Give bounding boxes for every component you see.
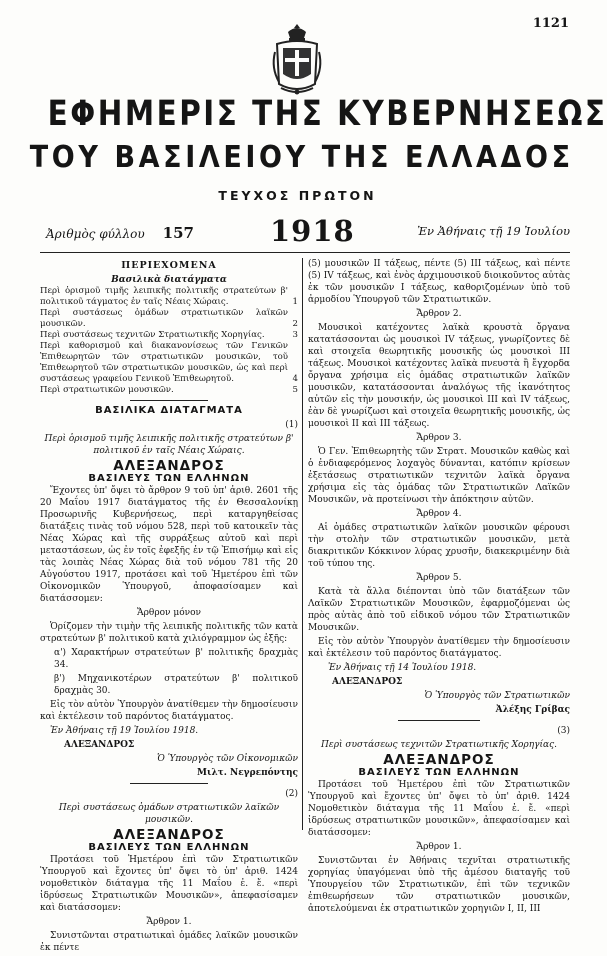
- decree-text: Προτάσει τοῦ Ἡμετέρου ἐπὶ τῶν Στρατιωτικῶν Ὑπουργοῦ καὶ ἔχοντες ὑπ' ὄψει τὸ ὑπ' ἀριθ. 1424 νομοθετικὸν διάταγμα τῆς 11 Μαΐου ἐ. ἔ. «περὶ ἱδρύσεως Στρατιωτικῶν Μουσικῶν», ἀπεφασίσαμεν καὶ διατάσσομεν:: [40, 855, 298, 913]
- separator: [398, 720, 480, 721]
- section-title: ΒΑΣΙΛΙΚΑ ΔΙΑΤΑΓΜΑΤΑ: [95, 405, 243, 416]
- decree-number: (1): [285, 420, 298, 430]
- list-item: α') Χαρακτήρων στρατεύτων β' πολιτικῆς δραχμὰς 34.: [54, 648, 298, 670]
- article-heading: Ἄρθρον μόνον: [137, 608, 201, 618]
- toc-item: Περὶ στρατιωτικῶν μουσικῶν. 5: [40, 385, 298, 395]
- issue-number-label: Ἀριθμὸς φύλλου 157: [46, 224, 194, 242]
- decree-date: Ἐν Ἀθήναις τῇ 14 Ἰουλίου 1918.: [328, 663, 477, 673]
- gazette-series: ΤΕΥΧΟΣ ΠΡΩΤΟΝ: [218, 188, 377, 203]
- minister-name: Ἀλέξης Γρίβας: [495, 705, 570, 715]
- separator: [130, 400, 208, 401]
- king-name: ΑΛΕΞΑΝΔΡΟΣ: [383, 752, 495, 768]
- decree-text: Εἰς τὸν αὐτὸν Ὑπουργὸν ἀνατίθεμεν τὴν δημοσίευσιν καὶ ἐκτέλεσιν τοῦ παρόντος διατάγματος.: [40, 700, 298, 722]
- page-number: 1121: [532, 16, 569, 31]
- article-heading: Ἄρθρον 2.: [416, 309, 462, 319]
- separator: [130, 783, 208, 784]
- table-of-contents: [40, 286, 298, 396]
- royal-coat-of-arms-icon: [271, 22, 323, 96]
- king-title: ΒΑΣΙΛΕΥΣ ΤΩΝ ΕΛΛΗΝΩΝ: [88, 473, 250, 484]
- header-rule: [40, 252, 570, 253]
- minister-title: Ὁ Ὑπουργὸς τῶν Οἰκονομικῶν: [157, 754, 298, 764]
- article-heading: Ἄρθρον 4.: [416, 509, 462, 519]
- article-heading: Ἄρθρον 3.: [416, 433, 462, 443]
- decree-number: (3): [557, 726, 570, 736]
- decree-text: Συνιστῶνται στρατιωτικαὶ ὁμάδες λαϊκῶν μουσικῶν ἐκ πέντε: [40, 931, 298, 953]
- decree-text: Εἰς τὸν αὐτὸν Ὑπουργὸν ἀνατίθεμεν τὴν δημοσίευσιν καὶ ἐκτέλεσιν τοῦ παρόντος διατάγματος.: [308, 637, 570, 659]
- issue-line: [40, 214, 570, 248]
- right-column: [308, 258, 570, 917]
- signer: ΑΛΕΞΑΝΔΡΟΣ: [64, 740, 135, 750]
- minister-name: Μιλτ. Νεγρεπόντης: [197, 768, 298, 778]
- issue-year: 1918: [270, 214, 355, 248]
- decree-text: Ὁ Γεν. Ἐπιθεωρητὴς τῶν Στρατ. Μουσικῶν καθὼς καὶ ὁ ἐνδιαφερόμενος λοχαγὸς δύνανται, κατόπιν κρίσεων ἐξετάσεως στρατιωτικῶν τεχνιτῶν λαϊκὰ ὄργανα χρήσιμα εἰς τὰς ὁμάδας τῶν Στρατιωτικῶν Λαϊκῶν Μουσικῶν, νὰ προτείνωσι τὴν ἀπόκτησιν αὐτῶν.: [308, 447, 570, 505]
- toc-item: Περὶ συστάσεως τεχνιτῶν Στρατιωτικῆς Χορηγίας. 3: [40, 330, 298, 340]
- gazette-subtitle: ΤΟΥ ΒΑΣΙΛΕΙΟΥ ΤΗΣ ΕΛΛΑΔΟΣ: [29, 140, 574, 175]
- list-item: β') Μηχανικοτέρων στρατεύτων β' πολιτικοῦ δραχμὰς 30.: [54, 674, 298, 696]
- decree-text: (5) μουσικῶν II τάξεως, πέντε (5) III τάξεως, καὶ πέντε (5) IV τάξεως, καὶ ἐνὸς ἀρχιμουσικοῦ διοικοῦντος αὐτὰς ἐκ τῶν μουσικῶν I τάξεως, καθοριζομένων ὑπὸ τοῦ ἀρμοδίου Ὑπουργοῦ τῶν Στρατιωτικῶν.: [308, 259, 570, 305]
- toc-title: ΠΕΡΙΕΧΟΜΕΝΑ: [121, 260, 217, 271]
- decree-text: Συνιστῶνται ἐν Ἀθήναις τεχνῖται στρατιωτικῆς χορηγίας ὑπαγόμεναι ὑπὸ τῆς ἀμέσου διαταγῆς τοῦ Ὑπουργείου τῶν Στρατιωτικῶν, ἐπὶ τῶν τεχνικῶν ἐπιθεωρήσεων τῶν στρατιωτικῶν μουσικῶν, ἀποτελούμεναι ἐκ στρατιωτικῶν χορηγιῶν I, II, III: [308, 856, 570, 914]
- column-divider: [302, 258, 303, 830]
- king-name: ΑΛΕΞΑΝΔΡΟΣ: [113, 827, 225, 843]
- gazette-title: ΕΦΗΜΕΡΙΣ ΤΗΣ ΚΥΒΕΡΝΗΣΕΩΣ: [47, 94, 607, 134]
- decree-title: Περὶ συστάσεως ὁμάδων στρατιωτικῶν λαϊκῶν μουσικῶν.: [58, 803, 280, 825]
- toc-item: Περὶ ὁρισμοῦ τιμῆς λειπικῆς πολιτικῆς στρατεύτων β' πολιτικοῦ τάγματος ἐν ταῖς Νέαις Χώραις. 1: [40, 286, 298, 307]
- article-heading: Ἄρθρον 1.: [416, 842, 462, 852]
- decree-title: Περὶ ὁρισμοῦ τιμῆς λειπικῆς πολιτικῆς στρατεύτων β' πολιτικοῦ ἐν ταῖς Νέαις Χώραις.: [44, 434, 294, 456]
- article-heading: Ἄρθρον 1.: [146, 917, 192, 927]
- decree-text: Ἔχοντες ὑπ' ὄψει τὸ ἄρθρον 9 τοῦ ὑπ' ἀριθ. 2601 τῆς 20 Μαΐου 1917 διατάγματος τῆς ἐν Θεσσαλονίκῃ Προσωρινῆς Κυβερνήσεως, περὶ καταργηθείσας διατάξεις τινὰς τοῦ νόμου 528, περὶ τοῦ κατοικεῖν τὰς Νέας Χώρας καὶ τῆς συρράξεως αὐτοῦ καὶ περὶ μεταστάσεων, ὡς ἐν τοῖς ἐφεξῆς ἐν τῷ Ἐπισήμῳ καὶ εἰς τὰς λοιπὰς Νέας Χώρας διὰ τοῦ νόμου 781 τῆς 20 Αὐγούστου 1917, προτάσει καὶ τοῦ Ἡμετέρου ἐπὶ τῶν Οἰκονομικῶν Ὑπουργοῦ, ἀποφασίσαμεν καὶ διατάσσομεν:: [40, 486, 298, 604]
- decree-date: Ἐν Ἀθήναις τῇ 19 Ἰουλίου 1918.: [50, 726, 199, 736]
- decree-text: Αἱ ὁμάδες στρατιωτικῶν λαϊκῶν μουσικῶν φέρουσι τὴν στολὴν τῶν στρατιωτικῶν μουσικῶν, μετὰ διακριτικῶν Κόκκινον λύρας χρυσῆν, διακεκριμένην διὰ τοῦ τύπου της.: [308, 523, 570, 569]
- king-title: ΒΑΣΙΛΕΥΣ ΤΩΝ ΕΛΛΗΝΩΝ: [358, 767, 520, 778]
- signer: ΑΛΕΞΑΝΔΡΟΣ: [332, 677, 403, 687]
- toc-item: Περὶ συστάσεως ὁμάδων στρατιωτικῶν λαϊκῶν μουσικῶν. 2: [40, 308, 298, 329]
- issue-number: 157: [162, 224, 194, 242]
- article-heading: Ἄρθρον 5.: [416, 573, 462, 583]
- decree-text: Κατὰ τὰ ἄλλα διέπονται ὑπὸ τῶν διατάξεων τῶν Λαϊκῶν Στρατιωτικῶν Μουσικῶν, ἐφαρμοζόμεναι ὡς πρὸς αὐτὰς ἀπὸ τοῦ εἰδικοῦ νόμου τῶν Στρατιωτικῶν Μουσικῶν.: [308, 587, 570, 633]
- toc-subtitle: Βασιλικὰ διατάγματα: [111, 275, 227, 285]
- minister-title: Ὁ Ὑπουργὸς τῶν Στρατιωτικῶν: [424, 691, 570, 701]
- toc-item: Περὶ καθορισμοῦ καὶ διακανονίσεως τῶν Γενικῶν Ἐπιθεωρητῶν τῶν στρατιωτικῶν μουσικῶν, τοῦ Ἐπιθεωρητοῦ τῶν στρατιωτικῶν μουσικῶν, ὡς καὶ περὶ συστάσεως γραφείου Γενικοῦ Ἐπιθεωρητοῦ. 4: [40, 341, 298, 384]
- decree-text: Ὁρίζομεν τὴν τιμὴν τῆς λειπικῆς πολιτικῆς τῶν κατὰ στρατεύτων β' πολιτικοῦ κατὰ χιλιόγραμμον ὡς ἑξῆς:: [40, 622, 298, 644]
- issue-date: Ἐν Ἀθήναις τῇ 19 Ἰουλίου: [417, 224, 570, 238]
- king-title: ΒΑΣΙΛΕΥΣ ΤΩΝ ΕΛΛΗΝΩΝ: [88, 842, 250, 853]
- decree-text: Προτάσει τοῦ Ἡμετέρου ἐπὶ τῶν Στρατιωτικῶν Ὑπουργοῦ καὶ ἔχοντες ὑπ' ὄψει τὸ ὑπ' ἀριθ. 1424 Νομοθετικὸν διάταγμα τῆς 11 Μαΐου ἐ. ἔ. «περὶ ἱδρύσεως στρατιωτικῶν μουσικῶν», ἀπεφασίσαμεν καὶ διατάσσομεν:: [308, 780, 570, 838]
- decree-text: Μουσικοὶ κατέχοντες λαϊκὰ κρουστὰ ὄργανα κατατάσσονται ὡς μουσικοὶ IV τάξεως, γνωρίζοντες δὲ καὶ στοιχεῖα θεωρητικῆς μουσικῆς ὡς μουσικοὶ III τάξεως. Μουσικοὶ κατέχοντες λαϊκὰ πνευστὰ ἢ ἔγχορδα ὄργανα χρήσιμα εἰς ὁμάδας στρατιωτικῶν λαϊκῶν μουσικῶν, κατατάσσονται ἀναλόγως τῆς ἱκανότητος αὐτῶν εἰς τὴν μουσικήν, ὡς μουσικοὶ III καὶ IV τάξεως, ἐὰν δὲ γνωρίζωσι καὶ στοιχεῖα θεωρητικῆς μουσικῆς, ὡς μουσικοὶ II καὶ III τάξεως.: [308, 323, 570, 429]
- decree-title: Περὶ συστάσεως τεχνιτῶν Στρατιωτικῆς Χορηγίας.: [321, 740, 557, 750]
- king-name: ΑΛΕΞΑΝΔΡΟΣ: [113, 458, 225, 474]
- left-column: [40, 258, 298, 956]
- decree-number: (2): [285, 789, 298, 799]
